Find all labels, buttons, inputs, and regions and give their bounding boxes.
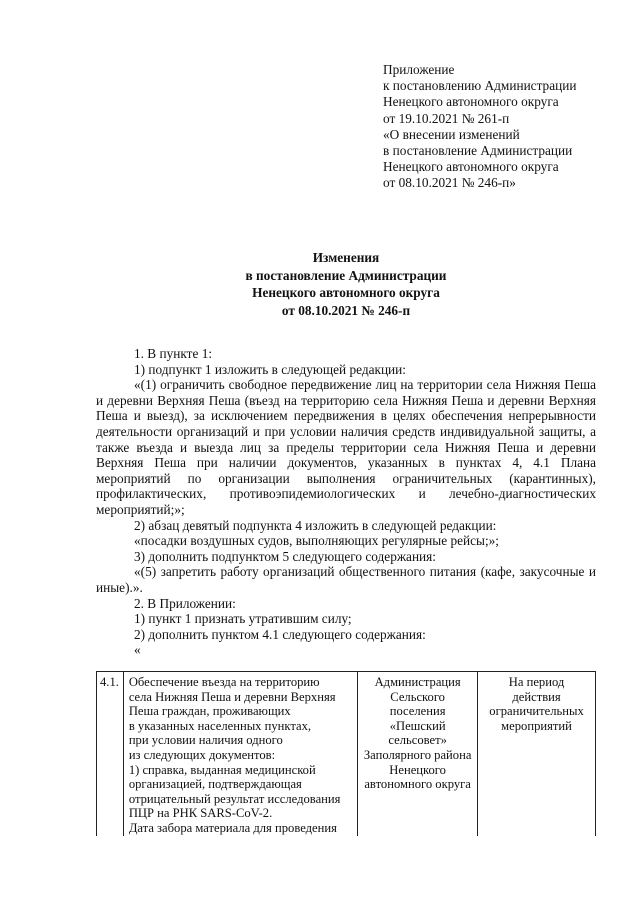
title-line: Изменения xyxy=(312,250,380,265)
page-bottom-margin xyxy=(0,836,640,905)
description-line: села Нижняя Пеша и деревни Верхняя xyxy=(128,689,336,704)
paragraph: 1. В пункте 1: xyxy=(134,346,213,361)
paragraph: «(1) ограничить свободное передвижение лиц на территории села Нижняя Пеша и деревни Верхняя Пеша (въезд на территорию села Нижняя Пеша и деревни Верхняя Пеша и выезд), за исключением передвижения в целях обеспечения непрерывности деятельности организаций и при условии наличия средств индивидуальной защиты, а также въезда и выезда лиц за пределы территории села Нижняя Пеша и деревни Верхняя Пеша при наличии документов, указанных в пунктах 4, 4.1 Плана мероприятий по организации выполнения ограничительных (карантинных), профилактических, противоэпидемиологических и лечебно-диагностических мероприятий;»; xyxy=(96,377,596,517)
row-number: 4.1. xyxy=(97,672,124,868)
title-line: от 08.10.2021 № 246-п xyxy=(281,302,411,318)
document-title xyxy=(96,249,596,319)
organization-line: Заполярного района xyxy=(363,747,472,762)
appendix-line: от 08.10.2021 № 246-п» xyxy=(383,175,516,191)
period-line: мероприятий xyxy=(501,718,572,733)
period-line: На период xyxy=(508,675,565,689)
paragraph: 1) подпункт 1 изложить в следующей редакции: xyxy=(134,361,406,377)
organization-line: Сельского поселения xyxy=(389,689,446,719)
description-line: при условии наличия одного xyxy=(128,733,283,748)
paragraph: «(5) запретить работу организаций общественного питания (кафе, закусочные и иные).». xyxy=(96,564,596,595)
paragraph: «посадки воздушных судов, выполняющих регулярные рейсы;»; xyxy=(134,533,499,549)
appendix-line: «О внесении изменений xyxy=(383,126,520,142)
organization-line: Администрация xyxy=(374,675,461,689)
paragraph: 2) абзац девятый подпункта 4 изложить в следующей редакции: xyxy=(134,517,497,533)
appendix-line: в постановление Администрации xyxy=(383,143,573,159)
paragraph: 1) пункт 1 признать утратившим силу; xyxy=(134,611,352,627)
description-line: организацией, подтверждающая xyxy=(128,777,302,792)
description-line: в указанных населенных пунктах, xyxy=(128,718,312,733)
period-line: ограничительных xyxy=(489,704,584,719)
description-line: ПЦР на РНК SARS-CoV-2. xyxy=(128,806,273,821)
document-body xyxy=(96,346,596,658)
description-line: Обеспечение въезда на территорию xyxy=(128,675,320,689)
title-line: Ненецкого автономного округа xyxy=(252,285,440,300)
paragraph: 3) дополнить подпунктом 5 следующего содержания: xyxy=(134,548,436,564)
organization-line: Ненецкого xyxy=(389,762,446,777)
title-line: в постановление Администрации xyxy=(245,267,447,283)
description-line: Дата забора материала для проведения xyxy=(128,820,337,835)
description-line: 1) справка, выданная медицинской xyxy=(128,762,316,777)
appendix-line: от 19.10.2021 № 261-п xyxy=(383,110,510,126)
period-line: действия xyxy=(512,689,561,704)
description-line: отрицательный результат исследования xyxy=(128,791,341,806)
organization-line: «Пешский сельсовет» xyxy=(388,718,447,748)
appendix-header xyxy=(383,62,623,192)
appendix-line: к постановлению Администрации xyxy=(383,78,577,94)
paragraph: « xyxy=(134,642,141,658)
description-line: из следующих документов: xyxy=(128,747,276,762)
organization-line: автономного округа xyxy=(364,777,471,792)
appendix-line: Ненецкого автономного округа xyxy=(383,159,559,175)
paragraph: 2) дополнить пунктом 4.1 следующего содержания: xyxy=(134,626,426,642)
appendix-line: Приложение xyxy=(383,62,455,77)
appendix-line: Ненецкого автономного округа xyxy=(383,94,559,110)
paragraph: 2. В Приложении: xyxy=(134,595,236,611)
description-line: Пеша граждан, проживающих xyxy=(128,704,291,719)
